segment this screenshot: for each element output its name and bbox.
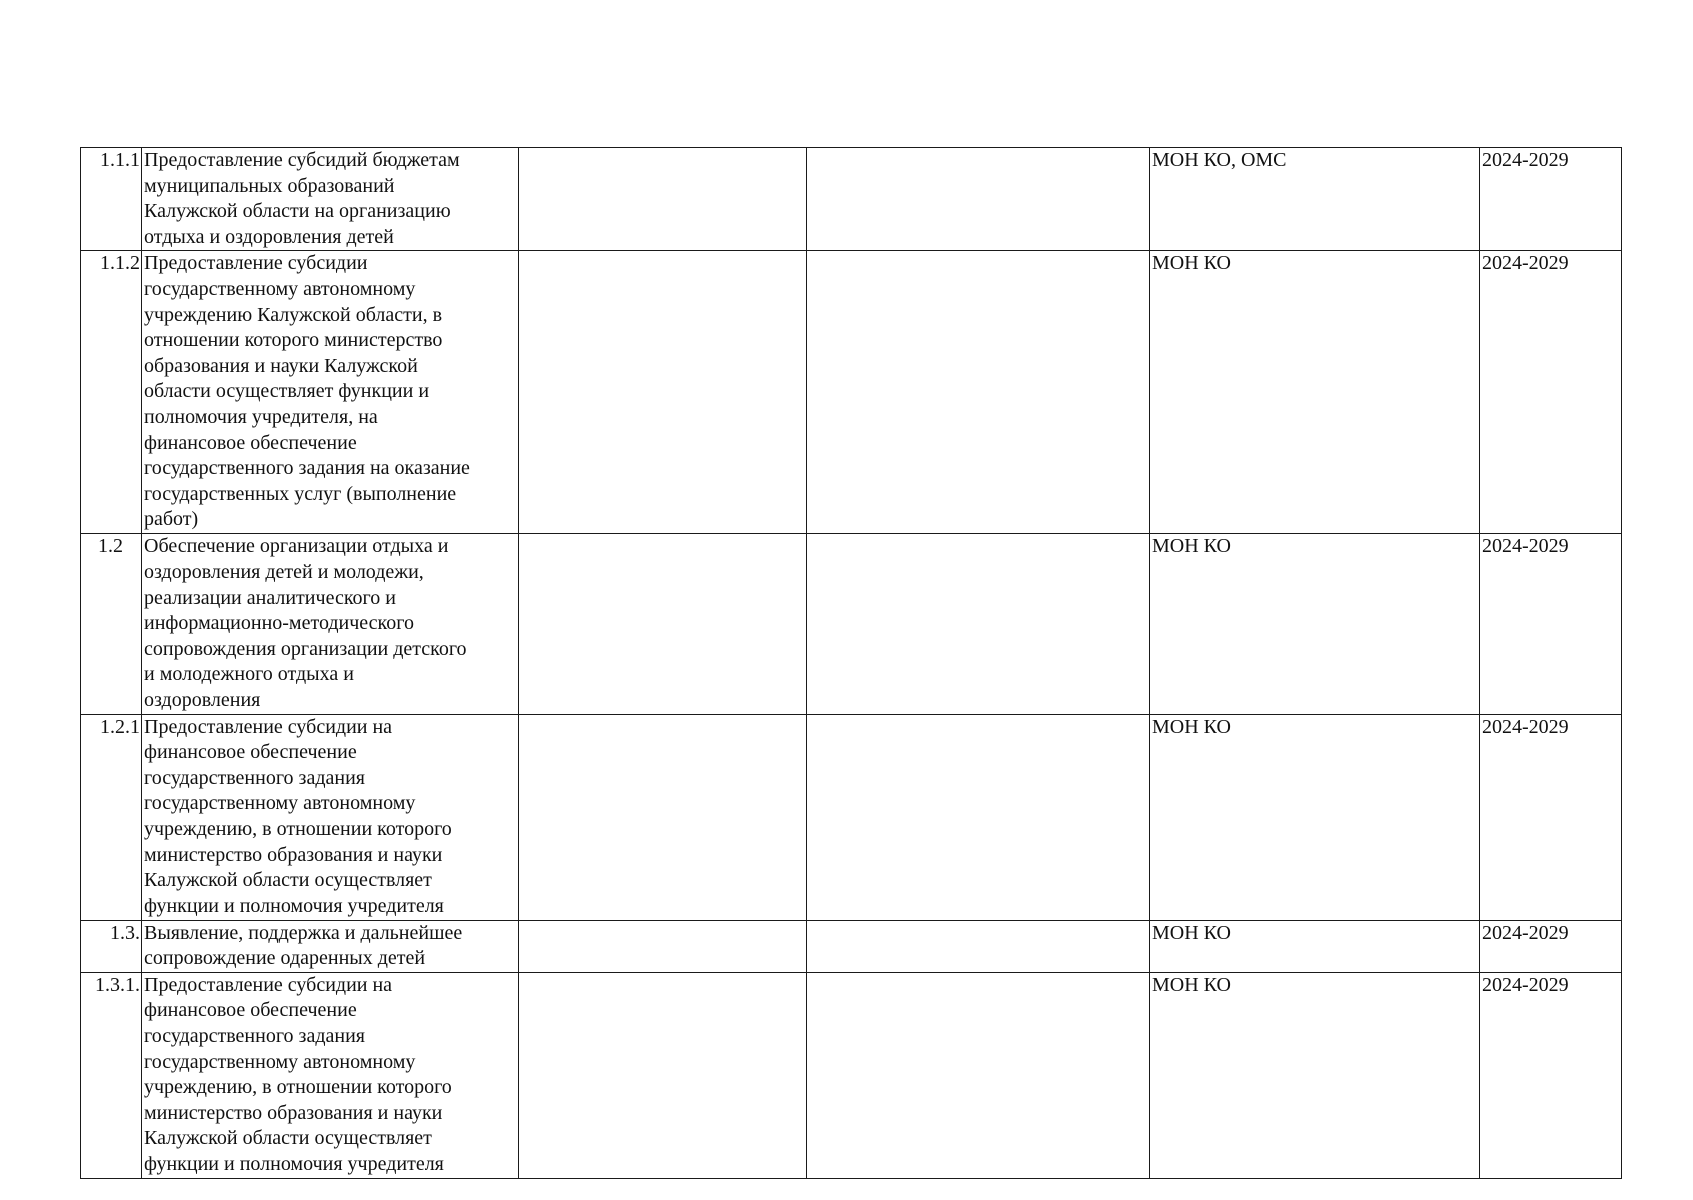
table-row xyxy=(81,920,1622,972)
measure-name: Предоставление субсидии на финансовое обеспечение государственного задания государственному автономному учреждению, в отношении которого министерство образования и науки Калужской области осуществляет функции и полномочия учредителя xyxy=(142,714,519,920)
executor-cell: МОН КО xyxy=(1150,534,1480,714)
table-row xyxy=(81,251,1622,534)
measure-name: Предоставление субсидии на финансовое обеспечение государственного задания государственному автономному учреждению, в отношении которого министерство образования и науки Калужской области осуществляет функции и полномочия учредителя xyxy=(142,972,519,1178)
measures-table xyxy=(80,147,1622,1179)
executor-cell: МОН КО, ОМС xyxy=(1150,148,1480,251)
period-cell: 2024-2029 xyxy=(1480,714,1622,920)
row-number: 1.1.1 xyxy=(81,148,142,251)
measure-name: Обеспечение организации отдыха и оздоровления детей и молодежи, реализации аналитического и информационно-методического сопровождения организации детского и молодежного отдыха и оздоровления xyxy=(142,534,519,714)
period-cell: 2024-2029 xyxy=(1480,148,1622,251)
empty-cell xyxy=(807,920,1150,972)
executor-cell: МОН КО xyxy=(1150,972,1480,1178)
period-cell: 2024-2029 xyxy=(1480,534,1622,714)
empty-cell xyxy=(807,714,1150,920)
table-row xyxy=(81,148,1622,251)
row-number: 1.1.2 xyxy=(81,251,142,534)
measure-name: Предоставление субсидии государственному автономному учреждению Калужской области, в отношении которого министерство образования и науки Калужской области осуществляет функции и полномочия учредителя, на финансовое обеспечение государственного задания на оказание государственных услуг (выполнение работ) xyxy=(142,251,519,534)
executor-cell: МОН КО xyxy=(1150,714,1480,920)
empty-cell xyxy=(519,714,807,920)
row-number: 1.2 xyxy=(81,534,142,714)
empty-cell xyxy=(519,534,807,714)
measure-name: Выявление, поддержка и дальнейшее сопровождение одаренных детей xyxy=(142,920,519,972)
measure-name: Предоставление субсидий бюджетам муниципальных образований Калужской области на организацию отдыха и оздоровления детей xyxy=(142,148,519,251)
table-row xyxy=(81,534,1622,714)
empty-cell xyxy=(519,251,807,534)
period-cell: 2024-2029 xyxy=(1480,251,1622,534)
row-number: 1.2.1 xyxy=(81,714,142,920)
empty-cell xyxy=(519,920,807,972)
empty-cell xyxy=(807,972,1150,1178)
period-cell: 2024-2029 xyxy=(1480,972,1622,1178)
executor-cell: МОН КО xyxy=(1150,251,1480,534)
empty-cell xyxy=(519,972,807,1178)
empty-cell xyxy=(807,148,1150,251)
executor-cell: МОН КО xyxy=(1150,920,1480,972)
row-number: 1.3. xyxy=(81,920,142,972)
row-number: 1.3.1. xyxy=(81,972,142,1178)
period-cell: 2024-2029 xyxy=(1480,920,1622,972)
empty-cell xyxy=(807,251,1150,534)
table-row xyxy=(81,714,1622,920)
table-row xyxy=(81,972,1622,1178)
empty-cell xyxy=(807,534,1150,714)
empty-cell xyxy=(519,148,807,251)
